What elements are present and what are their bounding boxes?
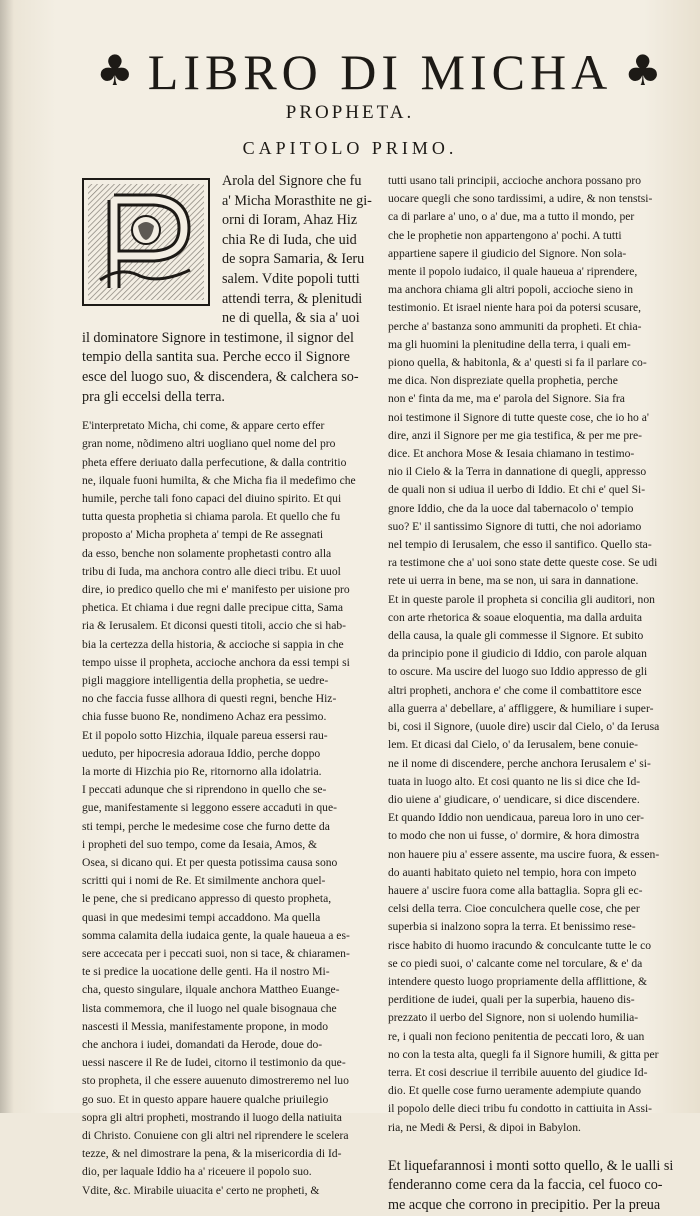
commentary-line: tuata in luogo alto. Et cosi quanto ne lis si dice che Id- (388, 774, 641, 788)
commentary-line: te si predice la uocatione delle genti. Ha il nostro Mi- (82, 965, 330, 979)
commentary-line: lista commemora, che il luogo nel quale bisognaua che (82, 1001, 337, 1015)
title-row (0, 42, 700, 104)
commentary-line: proposto a' Micha propheta a' tempi de Re assegnati (82, 528, 324, 542)
commentary-line: Et in queste parole il propheta si concilia gli auditori, non (388, 592, 655, 606)
commentary-line: ma gli huomini la plenitudine della terra, i quali em- (388, 337, 631, 351)
commentary-line: chia fusse buono Re, nondimeno Achaz era pessimo. (82, 710, 327, 724)
commentary-line: re, i quali non feciono penitentia de peccati loro, & uan (388, 1029, 645, 1043)
commentary-line: to oscure. Ma uscire del luogo suo Iddio appresso de gli (388, 665, 648, 679)
commentary-line: mente il popolo iudaico, il quale haueua a' riprendere, (388, 265, 638, 279)
commentary-line: ca di parlare a' uno, o a' due, ma a tutto il mondo, per (388, 210, 635, 224)
commentary-line: che le prophetie non appartengono a' pochi. A tutti (388, 228, 622, 242)
scripture-line: Et liquefarannosi i monti sotto quello, & le ualli si (388, 1157, 674, 1174)
commentary-line: non e' finta da me, ma e' parola del Signore. Sia fra (388, 392, 625, 406)
commentary-line: appartiene sapere il giudicio del Signore. Non sola- (388, 246, 627, 260)
commentary-line: pheta effere deriuato dalla perfecutione, & dalla contritio (82, 455, 347, 469)
scripture-line: esce del luogo suo, & discendera, & calchera so- (82, 368, 359, 385)
fleuron-icon: ♣ (96, 46, 134, 95)
commentary-line: se co piedi suoi, o' calcante come nel torculare, & e' da (388, 956, 643, 970)
commentary-line: somma calamita della iudaica gente, la quale haueua a es- (82, 928, 350, 942)
commentary-line: dio uiene a' giudicare, o' uendicare, si dice discendere. (388, 792, 640, 806)
commentary-line: rete ui uerra in bene, ma se non, ui sara in dannatione. (388, 574, 639, 588)
commentary-line: nio il Cielo & la Terra in dannatione di quegli, appresso (388, 465, 647, 479)
commentary-line: uocare quegli che sono tardissimi, a udire, & non tenstsi- (388, 192, 653, 206)
page-subtitle: PROPHETA. (285, 102, 415, 123)
commentary-line: perche a' bastanza sono ammuniti da propheti. Et chia- (388, 319, 642, 333)
scripture-line: salem. Vdite popoli tutti (222, 270, 360, 287)
commentary-line: me dica. Non dispreziate quella prophetia, perche (388, 374, 618, 388)
commentary-line: quasi in que medesimi tempi accaddono. Ma quella (82, 910, 321, 924)
commentary-line: le pene, che si predicano appresso di questo propheta, (82, 892, 332, 906)
commentary-line: ma anchora chiama gli altri popoli, accioche sieno in (388, 283, 633, 297)
commentary-line: da esso, benche non solamente prophetasti contro alla (82, 546, 332, 560)
paragraph-gap (82, 407, 377, 417)
commentary-line: I peccati adunque che si riprendono in quello che se- (82, 783, 327, 797)
commentary-line: E'interpretato Micha, chi come, & appare certo effer (82, 419, 325, 433)
commentary-line: dio, per laquale Iddio ha a' riceuere il popolo suo. (82, 1165, 312, 1179)
commentary-line: altri propheti, anchora e' che come il combattitore esce (388, 683, 642, 697)
commentary-line: piono quella, & habitonla, & a' questi si fa il parlare co- (388, 356, 647, 370)
scripture-line: attendi terra, & plenitudi (222, 290, 363, 307)
commentary-line: tutta questa prophetia si chiama parola. Et quello che fu (82, 510, 341, 524)
commentary-line: noi testimone il Signore di tutte queste cose, che io ho a' (388, 410, 649, 424)
commentary-line: nascesti il Messia, manifestamente propone, in modo (82, 1019, 328, 1033)
commentary-line: uessi nascere il Re de Iudei, citorno il testimonio da que- (82, 1056, 346, 1070)
chapter-heading: CAPITOLO PRIMO. (242, 138, 458, 158)
commentary-line: ueduto, per hipocresia adoraua Iddio, perche doppo (82, 746, 321, 760)
fleuron-icon: ♣ (624, 46, 662, 95)
commentary-line: tempo uisse il propheta, accioche anchora da essi tempi si (82, 655, 350, 669)
right-column (388, 172, 682, 1216)
commentary-line: Osea, si dicano qui. Et per questa potissima causa sono (82, 856, 338, 869)
commentary-line: dio. Et quelle cose furno ueramente adempiute quando (388, 1084, 642, 1098)
scripture-line: pra gli eccelsi della terra. (82, 388, 225, 405)
commentary-line: che anchora i iudei, domandati da Herode, doue do- (82, 1038, 323, 1052)
commentary-line: tezze, & nel dimostrare la pena, & la misericordia di Id- (82, 1147, 342, 1161)
commentary-line: da principio pone il giudicio di Iddio, con parole alquan (388, 647, 647, 661)
commentary-line: risce habito di huomo iracundo & conculcante tutte le co (388, 938, 652, 952)
commentary-line: sere accecata per i peccati suoi, non si tace, & chiaramen- (82, 947, 350, 961)
commentary-line: della causa, la quale gli commesse il Signore. Et subito (388, 629, 644, 643)
commentary-line: ne, ilquale fuoni humilta, & che Micha fia il medefimo che (82, 473, 356, 487)
commentary-line: to modo che non ui fusse, o' dormire, & hora dimostra (388, 829, 640, 843)
commentary-line: no che faccia fusse allhora di questi regni, benche Hiz- (82, 692, 337, 706)
commentary-line: tribu di Iuda, ma anchora contro alle dieci tribu. Et uuol (82, 564, 341, 578)
commentary-line: suo? E' il santissimo Signore di tutti, che noi adoriamo (388, 519, 642, 533)
commentary-line: tutti usano tali principii, accioche anchora possano pro (388, 174, 642, 187)
scripture-line: orni di Ioram, Ahaz Hiz (222, 212, 358, 229)
commentary-line: sti tempi, perche le medesime cose che furno dette da (82, 819, 330, 833)
commentary-line: Et quando Iddio non uendicaua, pareua loro in uno cer- (388, 811, 645, 825)
commentary-line: alla guerra a' debellare, a' affliggere, & humiliare i super- (388, 701, 654, 715)
commentary-line: go suo. Et in questo appare hauere qualche priuilegio (82, 1092, 329, 1106)
commentary-line: ra testimone che a' uoi sono state dette queste cose. Se udi (388, 556, 658, 570)
commentary-line: humile, perche tali fono capaci del diuino spirito. Et qui (82, 491, 342, 505)
page-title: LIBRO DI MICHA (147, 44, 613, 100)
commentary-line: ria & Ierusalem. Et diconsi questi titoli, accio che si hab- (82, 619, 347, 633)
commentary-line: dire, io predico quello che mi e' manifesto per uisione pro (82, 582, 350, 596)
commentary-line: non hauere piu a' essere assente, ma uscire fuora, & essen- (388, 847, 660, 861)
commentary-line: Vdite, &c. Mirabile uiuacita e' certo ne propheti, & (82, 1183, 320, 1197)
commentary-line: ne il nome di discendere, perche anchora Ierusalem e' si- (388, 756, 651, 770)
commentary-line: do auanti habitato quieto nel tempio, hora con impeto (388, 865, 637, 879)
scripture-line: ne di quella, & sia a' uoi (222, 310, 360, 327)
commentary-line: Et il popolo sotto Hizchia, ilquale pareua essersi rau- (82, 728, 328, 742)
commentary-line: i propheti del suo tempo, come da Iesaia, Amos, & (82, 837, 318, 851)
left-column (82, 172, 377, 1200)
commentary-line: no con la testa alta, quegli fa il Signore humili, & gitta per (388, 1047, 659, 1061)
commentary-line: bi, cosi il Signore, (uuole dire) uscir dal Cielo, o' da Ierusa (388, 720, 660, 734)
commentary-line: bia la certezza della historia, & accioche si sappia in che (82, 637, 344, 651)
scripture-line: chia Re di Iuda, che uid (222, 231, 357, 248)
commentary-line: la morte di Hizchia pio Re, ritornorno alla idolatria. (82, 764, 322, 778)
commentary-line: cha, questo singulare, ilquale anchora Mattheo Euange- (82, 983, 340, 997)
scripture-line: Arola del Signore che fu (222, 173, 362, 189)
commentary-line: di Christo. Conuiene con gli altri nel riprendere le scelera (82, 1129, 349, 1143)
commentary-line: terra. Et cosi descriue il terribile auuento del giudice Id- (388, 1065, 648, 1079)
commentary-line: sto propheta, il che essere auuenuto dimostreremo nel luo (82, 1074, 349, 1088)
commentary-line: testimonio. Et israel niente hara poi da potersi scusare, (388, 301, 642, 315)
commentary-line: scritti qui i nomi de Re. Et similmente anchora quel- (82, 874, 326, 888)
scripture-line: fenderanno come cera da la faccia, cel fuoco co- (388, 1177, 663, 1194)
commentary-line: sopra gli altri propheti, mostrando il luogo della natiuita (82, 1110, 342, 1124)
commentary-line: celsi della terra. Cioe conculchera quelle cose, che per (388, 902, 640, 916)
commentary-line: prezzato il uerbo del Signore, non si uolendo humilia- (388, 1011, 639, 1025)
commentary-line: ria, ne Medi & Persi, & dipoi in Babylon. (388, 1120, 581, 1134)
commentary-line: il popolo delle dieci tribu fu condotto in cattiuita in Assi- (388, 1102, 653, 1116)
scripture-line: de sopra Samaria, & Ieru (222, 251, 365, 268)
gutter-shadow (0, 0, 14, 1113)
scripture-line: me acque che corrono in precipitio. Per la preua (388, 1196, 661, 1213)
commentary-line: con arte rhetorica & soaue eloquentia, ma dalla arduita (388, 610, 642, 624)
scripture-line: il dominatore Signore in testimone, il signor del (82, 329, 354, 346)
commentary-line: phetica. Et chiama i due regni dalle precipue citta, Sama (82, 601, 344, 615)
commentary-line: perditione de iudei, quali per la superbia, haueno dis- (388, 993, 635, 1007)
commentary-line: de quali non si udiua il uerbo di Iddio. Et chi e' quel Si- (388, 483, 646, 497)
commentary-line: nel tempio di Ierusalem, che esso il santifico. Quello sta- (388, 538, 652, 552)
commentary-line: intendere questo luogo propriamente della afflittione, & (388, 974, 647, 988)
paragraph-gap (388, 1137, 682, 1157)
scripture-line: a' Micha Morasthite ne gi- (222, 192, 372, 209)
commentary-line: dire, anzi il Signore per me gia testifica, & per me pre- (388, 428, 642, 442)
commentary-line: lem. Et dicasi dal Cielo, o' da Ierusalem, bene conuie- (388, 738, 638, 752)
commentary-line: dice. Et anchora Mose & Iesaia chiamano in testimo- (388, 447, 635, 461)
commentary-line: pigli maggiore intelligentia della prophetia, se uedre- (82, 673, 329, 687)
scripture-line: tempio della santita sua. Perche ecco il Signore (82, 349, 350, 366)
commentary-line: gnore Iddio, che da la uoce dal tabernacolo o' tempio (388, 501, 634, 515)
commentary-line: superbia si inalzono sopra la terra. Et benissimo rese- (388, 920, 636, 934)
commentary-line: hauere a' uscire fuora come alla battaglia. Sopra gli ec- (388, 883, 643, 897)
commentary-line: gran nome, nõdimeno altri uogliano quel nome del pro (82, 437, 336, 451)
commentary-line: gue, manifestamente si leggono essere accaduti in que- (82, 801, 337, 815)
